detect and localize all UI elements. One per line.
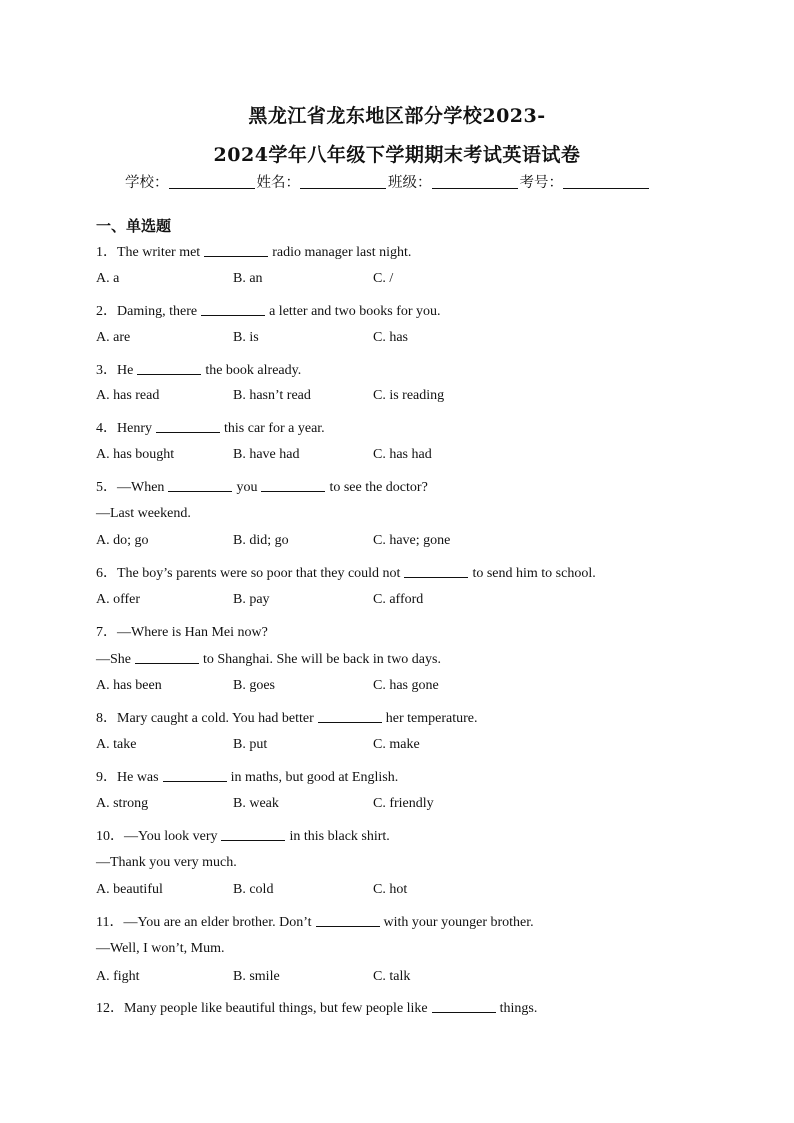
q9-option-c[interactable]: C. friendly <box>373 796 434 811</box>
question-9: 9．He was in maths, but good at English. <box>96 770 399 785</box>
q1-option-a[interactable]: A. a <box>96 271 120 286</box>
answer-blank[interactable] <box>432 1000 496 1013</box>
q1-option-c[interactable]: C. / <box>373 271 394 286</box>
q9-option-b[interactable]: B. weak <box>233 796 279 811</box>
answer-blank[interactable] <box>316 914 380 927</box>
name-blank[interactable] <box>300 174 386 189</box>
q2-option-b[interactable]: B. is <box>233 330 259 345</box>
exam-number-label: 考号： <box>519 175 563 191</box>
answer-blank[interactable] <box>318 710 382 723</box>
question-10-answer: —Thank you very much. <box>96 855 237 870</box>
class-blank[interactable] <box>432 174 518 189</box>
q9-option-a[interactable]: A. strong <box>96 796 149 811</box>
question-3: 3．He the book already. <box>96 363 302 378</box>
question-2: 2．Daming, there a letter and two books for you. <box>96 304 441 319</box>
exam-title-line2: 2024学年八年级下学期期末考试英语试卷 <box>213 144 581 166</box>
q5-option-c[interactable]: C. have; gone <box>373 533 451 548</box>
question-8: 8．Mary caught a cold. You had better her temperature. <box>96 711 478 726</box>
q3-option-c[interactable]: C. is reading <box>373 388 445 403</box>
q10-option-a[interactable]: A. beautiful <box>96 882 163 897</box>
question-1: 1．The writer met radio manager last night. <box>96 245 412 260</box>
student-info-row <box>125 171 685 192</box>
q8-option-c[interactable]: C. make <box>373 737 420 752</box>
question-7: 7．—Where is Han Mei now? <box>96 625 268 640</box>
q2-option-c[interactable]: C. has <box>373 330 408 345</box>
answer-blank[interactable] <box>404 565 468 578</box>
answer-blank[interactable] <box>201 303 265 316</box>
answer-blank[interactable] <box>221 828 285 841</box>
answer-blank[interactable] <box>168 479 232 492</box>
q1-option-b[interactable]: B. an <box>233 271 263 286</box>
q11-option-b[interactable]: B. smile <box>233 969 280 984</box>
question-4: 4．Henry this car for a year. <box>96 421 325 436</box>
q5-option-b[interactable]: B. did; go <box>233 533 289 548</box>
q11-option-c[interactable]: C. talk <box>373 969 411 984</box>
school-label: 学校： <box>125 175 169 191</box>
q2-option-a[interactable]: A. are <box>96 330 131 345</box>
answer-blank[interactable] <box>135 651 199 664</box>
name-label: 姓名： <box>256 175 300 191</box>
answer-blank[interactable] <box>261 479 325 492</box>
question-5-answer: —Last weekend. <box>96 506 191 521</box>
answer-blank[interactable] <box>204 244 268 257</box>
school-blank[interactable] <box>169 174 255 189</box>
question-6: 6．The boy’s parents were so poor that they could not to send him to school. <box>96 566 596 581</box>
q10-option-c[interactable]: C. hot <box>373 882 408 897</box>
q3-option-b[interactable]: B. hasn’t read <box>233 388 311 403</box>
question-10: 10．—You look very in this black shirt. <box>96 829 390 844</box>
q8-option-a[interactable]: A. take <box>96 737 137 752</box>
question-12: 12．Many people like beautiful things, but few people like things. <box>96 1001 538 1016</box>
q4-option-a[interactable]: A. has bought <box>96 447 175 462</box>
section-title: 一、单选题 <box>96 217 172 235</box>
question-5: 5．—When you to see the doctor? <box>96 480 428 495</box>
q6-option-c[interactable]: C. afford <box>373 592 424 607</box>
question-7-answer: —She to Shanghai. She will be back in two days. <box>96 652 441 667</box>
question-11-answer: —Well, I won’t, Mum. <box>96 941 225 956</box>
q11-option-a[interactable]: A. fight <box>96 969 140 984</box>
q6-option-a[interactable]: A. offer <box>96 592 141 607</box>
q8-option-b[interactable]: B. put <box>233 737 268 752</box>
exam-number-blank[interactable] <box>563 174 649 189</box>
question-11: 11．—You are an elder brother. Don’t with your younger brother. <box>96 915 534 930</box>
q4-option-b[interactable]: B. have had <box>233 447 300 462</box>
q5-option-a[interactable]: A. do; go <box>96 533 149 548</box>
q7-option-c[interactable]: C. has gone <box>373 678 439 693</box>
exam-title-line1: 黑龙江省龙东地区部分学校2023- <box>248 105 546 127</box>
q4-option-c[interactable]: C. has had <box>373 447 432 462</box>
q7-option-a[interactable]: A. has been <box>96 678 162 693</box>
answer-blank[interactable] <box>163 769 227 782</box>
answer-blank[interactable] <box>156 420 220 433</box>
q7-option-b[interactable]: B. goes <box>233 678 275 693</box>
q3-option-a[interactable]: A. has read <box>96 388 160 403</box>
class-label: 班级： <box>388 175 432 191</box>
answer-blank[interactable] <box>137 362 201 375</box>
q10-option-b[interactable]: B. cold <box>233 882 274 897</box>
q6-option-b[interactable]: B. pay <box>233 592 270 607</box>
